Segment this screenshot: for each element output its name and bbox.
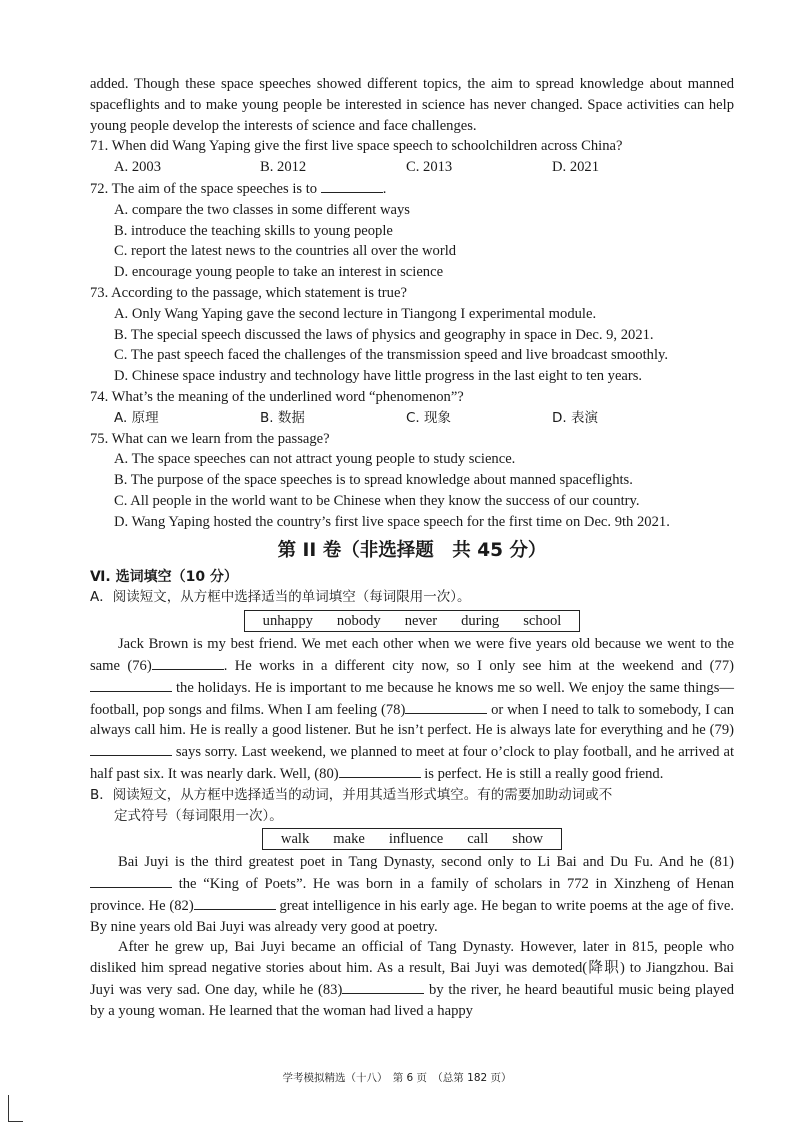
option-d: D. Chinese space industry and technology have little progress in the last eight to ten years. <box>114 368 643 385</box>
question-stem: 74. What’s the meaning of the underlined word “phenomenon”? <box>90 388 464 405</box>
question-stem: 75. What can we learn from the passage? <box>90 430 330 447</box>
question-75 <box>90 429 734 533</box>
option-b: B. The purpose of the space speeches is to spread knowledge about manned spaceflights. <box>114 472 633 489</box>
stem-end: . <box>382 180 387 197</box>
exam-page <box>90 74 734 1022</box>
passage-text: After he grew up, Bai Juyi became an official of Tang Dynasty. However, later in 815, people who disliked him spread negative stories about him. As a result, Bai Juyi was demoted(降职) to Jiangzhou. Bai Juyi was very sad. One day, while he (83) <box>90 939 734 999</box>
option-a: A. compare the two classes in some different ways <box>114 201 410 218</box>
question-73 <box>90 283 734 387</box>
passage-b-paragraph-1 <box>90 852 734 937</box>
word-box-b <box>262 828 562 850</box>
word-option: during <box>461 612 500 629</box>
word-option: walk <box>280 830 310 847</box>
option-b: B. introduce the teaching skills to young people <box>114 222 393 239</box>
passage-text: is perfect. He is still a really good friend. <box>420 765 664 782</box>
word-option: nobody <box>336 612 381 629</box>
answer-blank-81 <box>90 873 172 888</box>
option-b: B. 数据 <box>260 409 305 426</box>
option-d: D. 表演 <box>552 409 598 426</box>
option-c: C. All people in the world want to be Chinese when they know the success of our country. <box>114 492 640 509</box>
passage-text: the holidays. He is important to me because he knows me so well. We enjoy the same things— football, pop songs and films. When I am feeling (78) <box>90 679 734 718</box>
question-stem: 71. When did Wang Yaping give the first live space speech to schoolchildren across China? <box>90 138 623 155</box>
option-c: C. 现象 <box>406 409 452 426</box>
part-6-heading: Ⅵ. 选词填空（10 分） <box>90 568 238 585</box>
question-74 <box>90 387 734 429</box>
passage-text: Jack Brown is my best friend. We met each other when we were five years old because we went to the same (76) <box>90 636 734 674</box>
option-d: D. Wang Yaping hosted the country’s first live space speech for the first time on Dec. 9th 2021. <box>114 513 670 530</box>
answer-blank-79 <box>90 741 172 756</box>
option-b: B. The special speech discussed the laws of physics and geography in space in Dec. 9, 2021. <box>114 326 654 343</box>
word-box-a <box>244 610 581 632</box>
answer-blank-82 <box>194 895 276 910</box>
option-a: A. 原理 <box>114 409 159 426</box>
options-row <box>90 408 734 429</box>
word-option: never <box>404 612 438 629</box>
question-72 <box>90 178 734 283</box>
answer-blank-80 <box>339 763 421 778</box>
option-b: B. 2012 <box>260 159 307 176</box>
answer-blank-77 <box>90 677 172 692</box>
word-box-b-row <box>90 828 734 850</box>
word-option: make <box>333 830 365 847</box>
instruction-line: 定式符号（每词限用一次）。 <box>114 807 283 824</box>
passage-text: by the river, he heard beautiful music being played by a young woman. He learned that the woman had lived a happy <box>90 982 735 1019</box>
answer-blank <box>321 178 383 193</box>
option-c: C. report the latest news to the countries all over the world <box>114 243 457 260</box>
passage-b-paragraph-2 <box>90 937 734 1021</box>
option-a: A. The space speeches can not attract young people to study science. <box>114 451 516 468</box>
answer-blank-78 <box>405 699 487 714</box>
passage-text: or when I need to talk to somebody, I can always call him. He is really a good listener. But he isn’t perfect. He is always late for everything and he (79) <box>90 701 734 739</box>
passage-text: great intelligence in his early age. He began to write poems at the age of five. By nine years old Bai Juyi was already very good at poetry. <box>90 897 734 935</box>
option-d: D. encourage young people to take an interest in science <box>114 264 444 281</box>
instruction-line: B．阅读短文，从方框中选择适当的动词，并用其适当形式填空。有的需要加助动词或不 <box>90 786 613 803</box>
section-2-title: 第 II 卷（非选择题 共 45 分） <box>277 539 547 561</box>
word-option: school <box>523 612 562 629</box>
passage-text: Bai Juyi is the third greatest poet in Tang Dynasty, second only to Li Bai and Du Fu. And he (81) <box>118 854 734 871</box>
part-a-instruction: A．阅读短文，从方框中选择适当的单词填空（每词限用一次）。 <box>90 589 471 606</box>
question-71 <box>90 136 734 178</box>
passage-text: . He works in a different city now, so I only see him at the weekend and (77) <box>223 657 734 674</box>
corner-crop-mark <box>8 1095 23 1122</box>
passage-text: the “King of Poets”. He was born in a family of scholars in 772 in Xinzheng of Henan province. He (82) <box>90 876 734 914</box>
option-d: D. 2021 <box>552 159 600 176</box>
word-option: influence <box>388 830 444 847</box>
option-c: C. The past speech faced the challenges of the transmission speed and live broadcast smoothly. <box>114 347 668 364</box>
passage-text: says sorry. Last weekend, we planned to meet at four o’clock to play football, and he arrived at half past six. It was nearly dark. Well, (80) <box>90 744 734 782</box>
word-option: unhappy <box>262 612 313 629</box>
page-footer: 学考模拟精选（十八） 第 6 页 （总第 182 页） <box>282 1072 512 1084</box>
word-option: show <box>512 830 544 847</box>
option-a: A. Only Wang Yaping gave the second lecture in Tiangong I experimental module. <box>114 305 597 322</box>
word-box-a-row <box>90 610 734 632</box>
question-stem: 73. According to the passage, which statement is true? <box>90 284 407 301</box>
word-option: call <box>467 830 489 847</box>
answer-blank-83 <box>342 979 424 994</box>
passage-a <box>90 634 734 785</box>
part-b-instruction <box>90 785 734 827</box>
passage-ending: added. Though these space speeches showed different topics, the aim to spread knowledge about manned spaceflights and to make young people be interested in science has never changed. Space activities can help young people develop the interests of science and face challenges. <box>90 76 734 134</box>
option-c: C. 2013 <box>406 159 453 176</box>
question-stem <box>90 178 734 200</box>
answer-blank-76 <box>152 655 224 670</box>
stem-text: 72. The aim of the space speeches is to <box>90 180 318 197</box>
options-row <box>90 157 734 178</box>
option-a: A. 2003 <box>114 159 162 176</box>
